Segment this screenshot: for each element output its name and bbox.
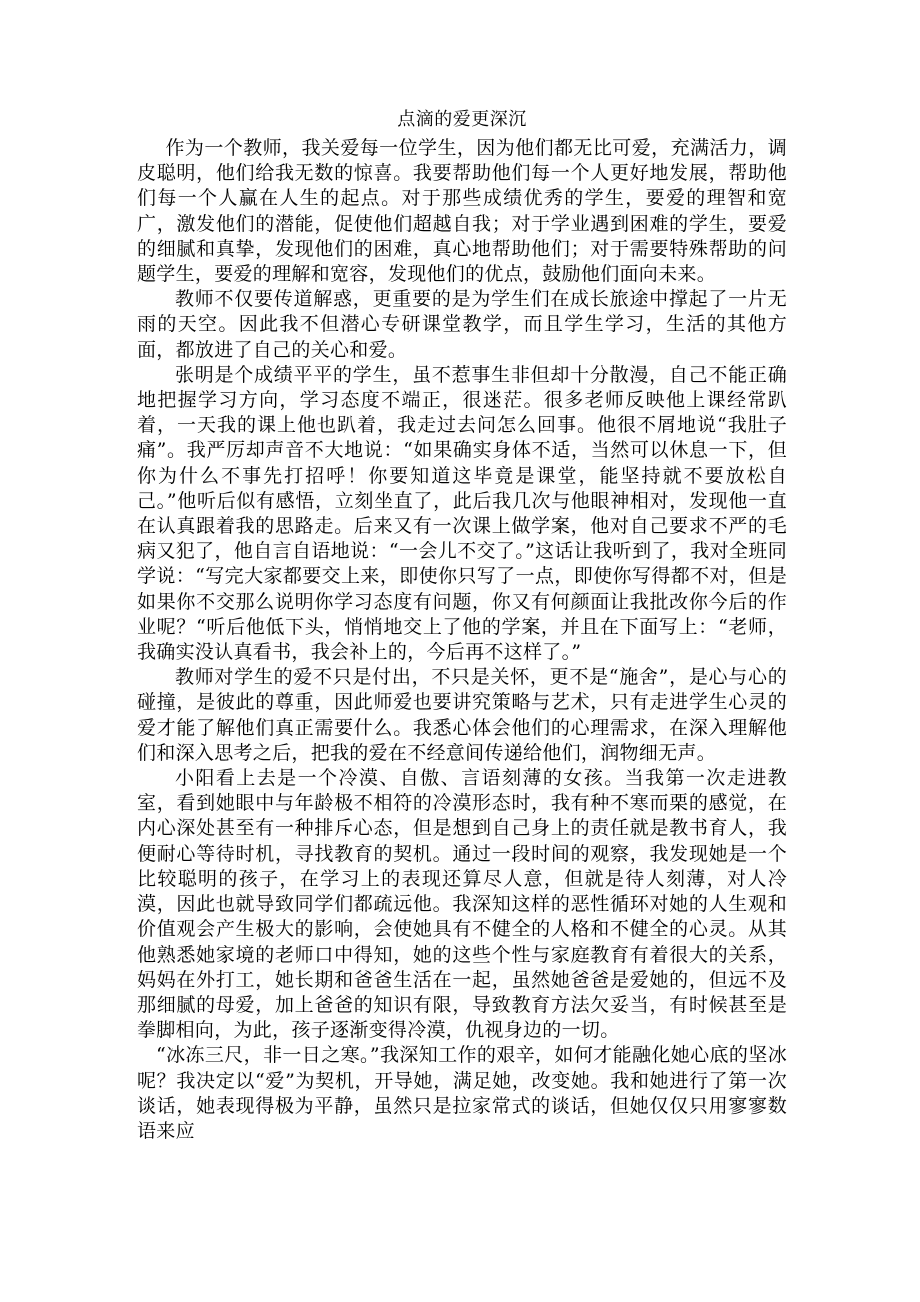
document-title: 点滴的爱更深沉 xyxy=(397,109,527,130)
paragraph-4: 教师对学生的爱不只是付出，不只是关怀，更不是“施舍”，是心与心的碰撞，是彼此的尊重，因此师爱也要讲究策略与艺术，只有走进学生心灵的爱才能了解他们真正需要什么。我悉心体会他们的心理需求，在深入理解他们和深入思考之后，把我的爱在不经意间传递给他们，润物细无声。 xyxy=(137,666,787,764)
paragraph-1: 作为一个教师，我关爱每一位学生，因为他们都无比可爱，充满活力，调皮聪明，他们给我无数的惊喜。我要帮助他们每一个人更好地发展，帮助他们每一个人赢在人生的起点。对于那些成绩优秀的学生，要爱的理智和宽广，激发他们的潜能，促使他们超越自我；对于学业遇到困难的学生，要爱的细腻和真挚，发现他们的困难，真心地帮助他们；对于需要特殊帮助的问题学生，要爱的理解和宽容，发现他们的优点，鼓励他们面向未来。 xyxy=(137,137,787,286)
paragraph-6: “冰冻三尺，非一日之寒。”我深知工作的艰辛，如何才能融化她心底的坚冰呢？我决定以“爱”为契机，开导她，满足她，改变她。我和她进行了第一次谈话，她表现得极为平静，虽然只是拉家常式的谈话，但她仅仅只用寥寥数语来应 xyxy=(137,1044,787,1142)
document-body xyxy=(137,108,787,1144)
paragraph-3: 张明是个成绩平平的学生，虽不惹事生非但却十分散漫，自己不能正确地把握学习方向，学习态度不端正，很迷茫。很多老师反映他上课经常趴着，一天我的课上他也趴着，我走过去问怎么回事。他很不屑地说“我肚子痛”。我严厉却声音不大地说：“如果确实身体不适，当然可以休息一下，但你为什么不事先打招呼！你要知道这毕竟是课堂，能坚持就不要放松自己。”他听后似有感悟，立刻坐直了，此后我几次与他眼神相对，发现他一直在认真跟着我的思路走。后来又有一次课上做学案，他对自己要求不严的毛病又犯了，他自言自语地说：“一会儿不交了。”这话让我听到了，我对全班同学说：“写完大家都要交上来，即使你只写了一点，即使你写得都不对，但是如果你不交那么说明你学习态度有问题，你又有何颜面让我批改你今后的作业呢？“听后他低下头，悄悄地交上了他的学案，并且在下面写上：“老师，我确实没认真看书，我会补上的，今后再不这样了。” xyxy=(137,363,787,664)
paragraph-5: 小阳看上去是一个冷漠、自傲、言语刻薄的女孩。当我第一次走进教室，看到她眼中与年龄极不相符的冷漠形态时，我有种不寒而栗的感觉，在内心深处甚至有一种排斥心态，但是想到自己身上的责任就是教书育人，我便耐心等待时机，寻找教育的契机。通过一段时间的观察，我发现她是一个比较聪明的孩子，在学习上的表现还算尽人意，但就是待人刻薄，对人冷漠，因此也就导致同学们都疏远他。我深知这样的恶性循环对她的人生观和价值观会产生极大的影响，会使她具有不健全的人格和不健全的心灵。从其他熟悉她家境的老师口中得知，她的这些个性与家庭教育有着很大的关系，妈妈在外打工，她长期和爸爸生活在一起，虽然她爸爸是爱她的，但远不及那细腻的母爱，加上爸爸的知识有限，导致教育方法欠妥当，有时候甚至是拳脚相向，为此，孩子逐渐变得冷漠，仇视身边的一切。 xyxy=(137,767,787,1042)
paragraph-2: 教师不仅要传道解惑，更重要的是为学生们在成长旅途中撑起了一片无雨的天空。因此我不但潜心专研课堂教学，而且学生学习，生活的其他方面，都放进了自己的关心和爱。 xyxy=(137,288,787,361)
